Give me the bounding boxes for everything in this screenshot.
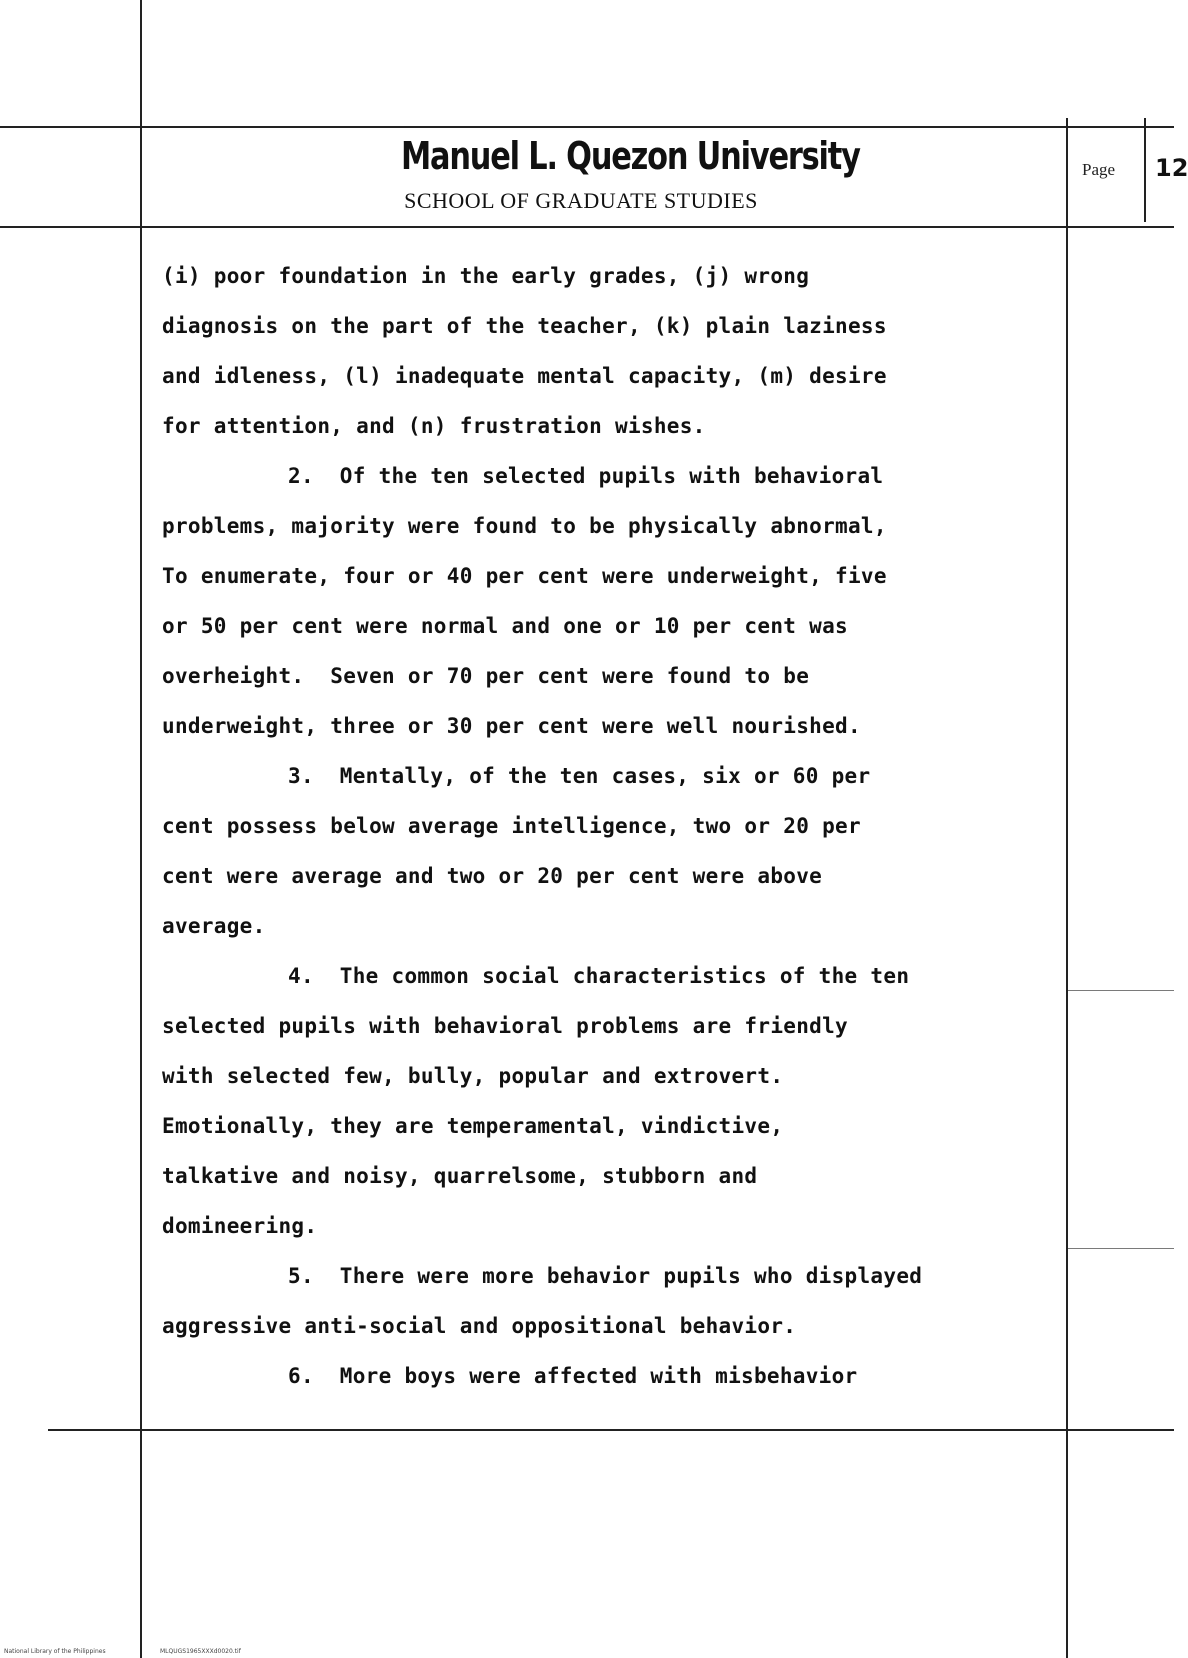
body-line: overheight. Seven or 70 per cent were found to be: [162, 664, 810, 688]
file-reference: MLQUGS1965XXXd0020.tif: [160, 1648, 241, 1655]
page-label: Page: [1082, 160, 1116, 179]
institution-name: Manuel L. Quezon University: [401, 134, 860, 178]
library-credit: National Library of the Philippines: [4, 1648, 106, 1655]
school-name: SCHOOL OF GRADUATE STUDIES: [404, 188, 758, 213]
body-line: 4. The common social characteristics of the ten: [288, 964, 910, 988]
right-tick-rule-2: [1066, 1248, 1174, 1249]
body-line: 6. More boys were affected with misbehavior: [288, 1364, 858, 1388]
body-line: domineering.: [162, 1214, 318, 1238]
body-line: average.: [162, 914, 266, 938]
page-number: 12: [1155, 154, 1188, 182]
body-line: 5. There were more behavior pupils who displayed: [288, 1264, 923, 1288]
body-line: with selected few, bully, popular and extrovert.: [162, 1064, 784, 1088]
body-line: underweight, three or 30 per cent were well nourished.: [162, 714, 861, 738]
body-line: 3. Mentally, of the ten cases, six or 60 per: [288, 764, 871, 788]
page-box-divider-rule: [1144, 118, 1146, 222]
body-line: diagnosis on the part of the teacher, (k) plain laziness: [162, 314, 887, 338]
body-line: problems, majority were found to be physically abnormal,: [162, 514, 887, 538]
right-margin-rule: [1066, 118, 1068, 1658]
body-line: aggressive anti-social and oppositional behavior.: [162, 1314, 797, 1338]
body-line: selected pupils with behavioral problems are friendly: [162, 1014, 848, 1038]
body-line: for attention, and (n) frustration wishes.: [162, 414, 706, 438]
footer-rule: [48, 1429, 1174, 1431]
body-line: and idleness, (l) inadequate mental capacity, (m) desire: [162, 364, 887, 388]
right-tick-rule: [1066, 990, 1174, 991]
body-line: Emotionally, they are temperamental, vindictive,: [162, 1114, 784, 1138]
header-top-rule: [0, 126, 1174, 128]
body-line: cent were average and two or 20 per cent were above: [162, 864, 823, 888]
left-margin-rule: [140, 0, 142, 1658]
body-line: talkative and noisy, quarrelsome, stubborn and: [162, 1164, 758, 1188]
body-line: 2. Of the ten selected pupils with behavioral: [288, 464, 884, 488]
body-line: (i) poor foundation in the early grades, (j) wrong: [162, 264, 810, 288]
header-bottom-rule: [0, 226, 1174, 228]
body-line: or 50 per cent were normal and one or 10 per cent was: [162, 614, 848, 638]
body-line: cent possess below average intelligence, two or 20 per: [162, 814, 861, 838]
body-line: To enumerate, four or 40 per cent were underweight, five: [162, 564, 887, 588]
